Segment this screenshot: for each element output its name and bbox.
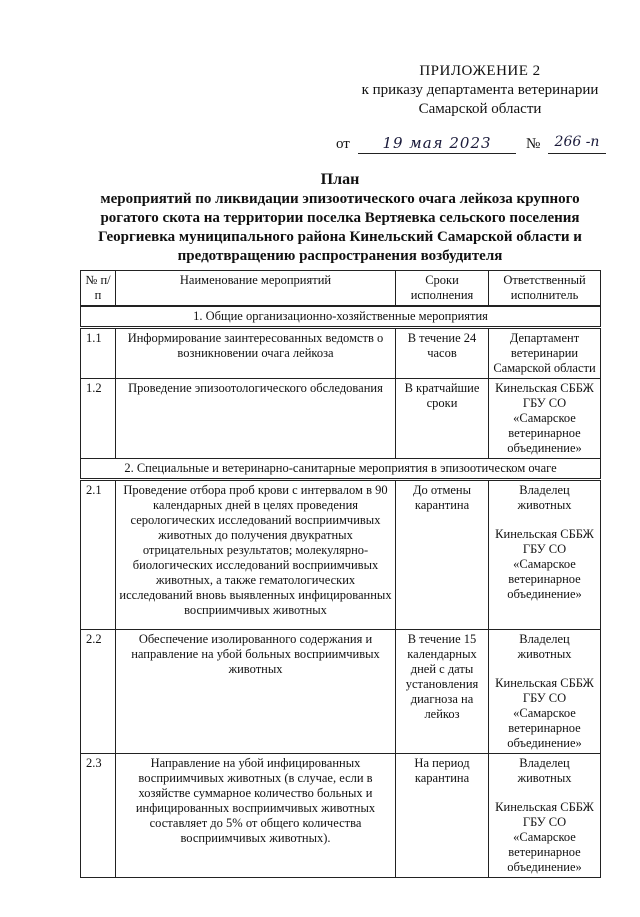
row-number: 2.2 — [81, 630, 116, 754]
row-number: 2.1 — [81, 480, 116, 630]
order-date-handwritten: 19 мая 2023 — [358, 134, 516, 154]
responsible-org: Кинельская СББЖ ГБУ СО «Самарское ветеринарное объединение» — [495, 527, 594, 601]
plan-title-line-3: Георгиевка муниципального района Кинельский Самарской области и — [98, 229, 582, 245]
row-name: Проведение отбора проб крови с интервалом в 90 календарных дней в целях проведения серологических исследований восприимчивых животных до получения двукратных отрицательных результатов; молекулярно-биологических исследований восприимчивых животных, а также гематологических исследований вновь выявленных инфицированных восприимчивых животных — [116, 480, 396, 630]
row-responsible — [489, 754, 601, 878]
responsible-owner: Владелец животных — [517, 483, 572, 512]
table-row — [81, 630, 601, 754]
section-row-1 — [81, 306, 601, 328]
plan-title-line-1: мероприятий по ликвидации эпизоотического очага лейкоза крупного — [100, 191, 580, 207]
row-term: В течение 24 часов — [396, 328, 489, 379]
table-row — [81, 328, 601, 379]
order-from-label: от — [336, 136, 350, 152]
plan-heading: План — [320, 171, 360, 188]
row-responsible: Департамент ветеринарии Самарской области — [489, 328, 601, 379]
section-title-1: 1. Общие организационно-хозяйственные мероприятия — [81, 306, 601, 328]
appendix-header — [360, 62, 600, 119]
appendix-line-1: к приказу департамента ветеринарии — [361, 82, 599, 98]
responsible-org: Кинельская СББЖ ГБУ СО «Самарское ветеринарное объединение» — [495, 676, 594, 750]
row-term: До отмены карантина — [396, 480, 489, 630]
row-term: В течение 15 календарных дней с даты установления диагноза на лейкоз — [396, 630, 489, 754]
plan-title — [80, 170, 600, 266]
table-header-row — [81, 271, 601, 307]
row-number: 2.3 — [81, 754, 116, 878]
row-number: 1.2 — [81, 379, 116, 459]
table-row — [81, 754, 601, 878]
order-number-label: № — [526, 136, 541, 152]
row-term: На период карантина — [396, 754, 489, 878]
row-term: В кратчайшие сроки — [396, 379, 489, 459]
header-term: Сроки исполнения — [396, 271, 489, 307]
row-responsible — [489, 630, 601, 754]
row-name: Направление на убой инфицированных восприимчивых животных (в случае, если в хозяйстве суммарное количество больных и инфицированных восприимчивых животных составляет до 5% от общего количества восприимчивых животных). — [116, 754, 396, 878]
responsible-org: Кинельская СББЖ ГБУ СО «Самарское ветеринарное объединение» — [495, 800, 594, 874]
section-title-2: 2. Специальные и ветеринарно-санитарные мероприятия в эпизоотическом очаге — [81, 459, 601, 480]
order-number-handwritten: 266 -п — [548, 134, 606, 154]
header-name: Наименование мероприятий — [116, 271, 396, 307]
table-row — [81, 480, 601, 630]
row-name: Информирование заинтересованных ведомств о возникновении очага лейкоза — [116, 328, 396, 379]
row-name: Обеспечение изолированного содержания и направление на убой больных восприимчивых животных — [116, 630, 396, 754]
row-name: Проведение эпизоотологического обследования — [116, 379, 396, 459]
header-responsible: Ответственный исполнитель — [489, 271, 601, 307]
row-number: 1.1 — [81, 328, 116, 379]
section-row-2 — [81, 459, 601, 480]
plan-title-line-4: предотвращению распространения возбудителя — [177, 248, 503, 264]
row-responsible — [489, 480, 601, 630]
order-reference — [336, 134, 606, 156]
appendix-line-2: Самарской области — [418, 101, 542, 117]
responsible-owner: Владелец животных — [517, 632, 572, 661]
events-table — [80, 270, 601, 878]
table-row — [81, 379, 601, 459]
header-number: № п/п — [81, 271, 116, 307]
row-responsible: Кинельская СББЖ ГБУ СО «Самарское ветеринарное объединение» — [489, 379, 601, 459]
plan-title-line-2: рогатого скота на территории поселка Вертяевка сельского поселения — [100, 210, 580, 226]
responsible-owner: Владелец животных — [517, 756, 572, 785]
appendix-title: ПРИЛОЖЕНИЕ 2 — [419, 63, 541, 79]
